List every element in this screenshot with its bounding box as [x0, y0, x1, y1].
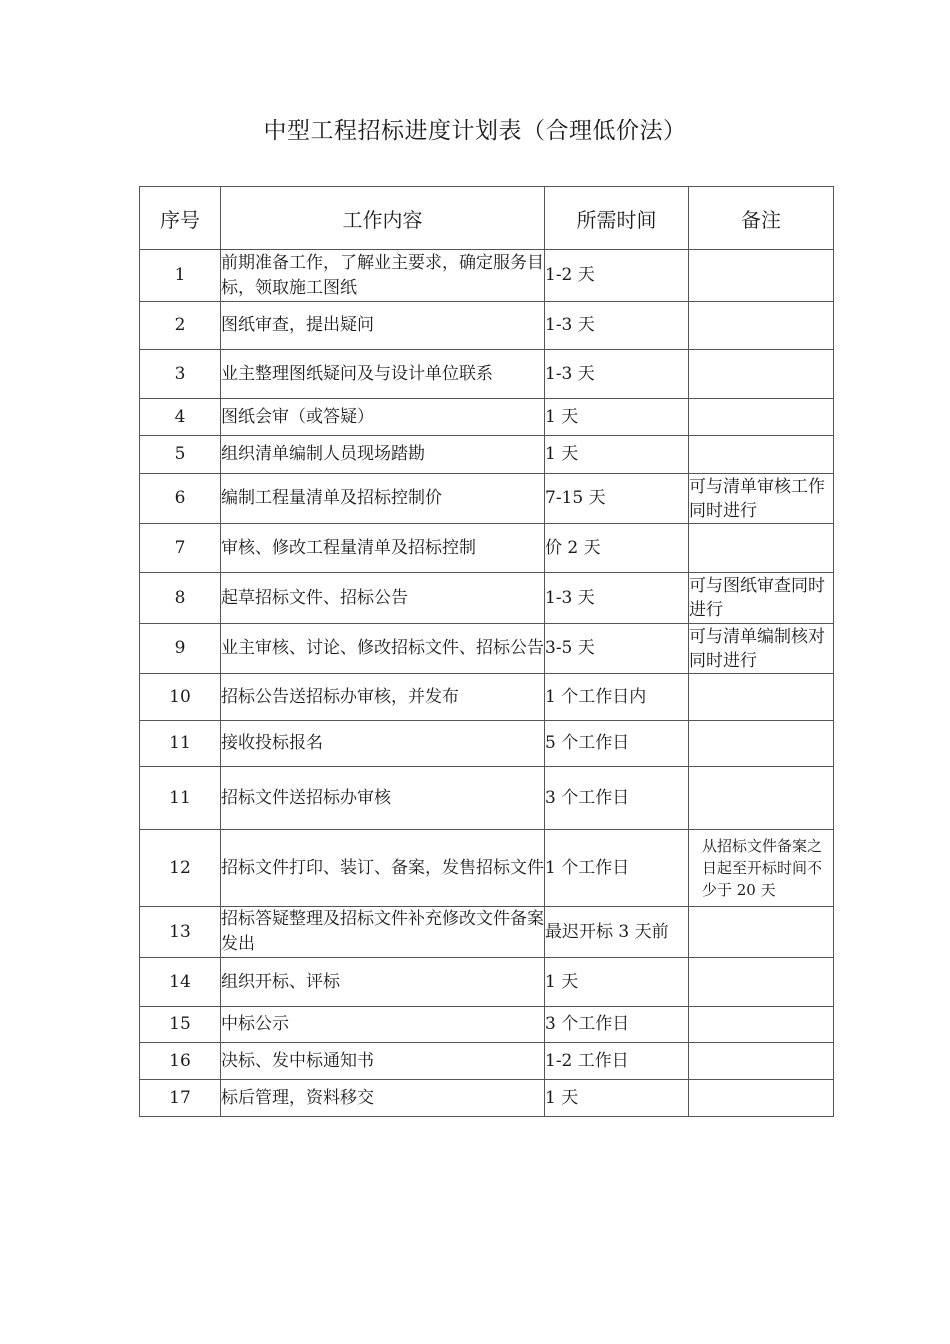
- row-number: 13: [140, 907, 221, 958]
- row-task: 决标、发中标通知书: [221, 1043, 545, 1080]
- row-note: [689, 302, 834, 350]
- row-number: 9: [140, 624, 221, 674]
- table-row: [140, 474, 834, 524]
- row-note: [689, 350, 834, 399]
- row-task: 审核、修改工程量清单及招标控制: [221, 524, 545, 573]
- table-row: [140, 350, 834, 399]
- row-note: [689, 767, 834, 830]
- table-row: [140, 250, 834, 302]
- table-row: [140, 302, 834, 350]
- row-task: 接收投标报名: [221, 721, 545, 767]
- row-note: 可与清单编制核对同时进行: [689, 624, 834, 674]
- row-note: [689, 721, 834, 767]
- table-row: [140, 721, 834, 767]
- row-task: 招标文件打印、装订、备案，发售招标文件: [221, 830, 545, 907]
- header-task: 工作内容: [221, 187, 545, 250]
- row-task: 业主整理图纸疑问及与设计单位联系: [221, 350, 545, 399]
- header-time: 所需时间: [545, 187, 689, 250]
- row-note: [689, 524, 834, 573]
- header-number: 序号: [140, 187, 221, 250]
- row-note: 从招标文件备案之日起至开标时间不少于 20 天: [689, 830, 834, 907]
- row-number: 16: [140, 1043, 221, 1080]
- table-row: [140, 624, 834, 674]
- row-time: 1 天: [545, 958, 689, 1007]
- row-task: 中标公示: [221, 1007, 545, 1043]
- row-number: 4: [140, 399, 221, 436]
- row-number: 14: [140, 958, 221, 1007]
- row-number: 3: [140, 350, 221, 399]
- row-note: [689, 1043, 834, 1080]
- row-note: [689, 1007, 834, 1043]
- row-task: 标后管理，资料移交: [221, 1080, 545, 1117]
- table-row: [140, 573, 834, 624]
- row-time: 3 个工作日: [545, 767, 689, 830]
- row-task: 招标答疑整理及招标文件补充修改文件备案发出: [221, 907, 545, 958]
- row-note: 可与清单审核工作同时进行: [689, 474, 834, 524]
- row-time: 1-3 天: [545, 573, 689, 624]
- row-time: 1-3 天: [545, 350, 689, 399]
- row-task: 前期准备工作，了解业主要求，确定服务目标，领取施工图纸: [221, 250, 545, 302]
- document-title: 中型工程招标进度计划表（合理低价法）: [263, 118, 687, 144]
- table-row: [140, 830, 834, 907]
- row-number: 12: [140, 830, 221, 907]
- row-number: 11: [140, 767, 221, 830]
- row-time: 1 天: [545, 399, 689, 436]
- row-number: 10: [140, 674, 221, 721]
- row-task: 编制工程量清单及招标控制价: [221, 474, 545, 524]
- row-time: 7-15 天: [545, 474, 689, 524]
- row-time: 5 个工作日: [545, 721, 689, 767]
- row-note: [689, 674, 834, 721]
- row-task: 组织清单编制人员现场踏勘: [221, 436, 545, 474]
- row-task: 招标文件送招标办审核: [221, 767, 545, 830]
- table-row: [140, 958, 834, 1007]
- row-note: [689, 907, 834, 958]
- row-number: 1: [140, 250, 221, 302]
- table-header-row: [140, 187, 834, 250]
- row-time: 1-3 天: [545, 302, 689, 350]
- row-number: 6: [140, 474, 221, 524]
- row-number: 11: [140, 721, 221, 767]
- row-note: [689, 1080, 834, 1117]
- row-time: 1 个工作日: [545, 830, 689, 907]
- row-time: 1 个工作日内: [545, 674, 689, 721]
- table-row: [140, 1043, 834, 1080]
- row-number: 8: [140, 573, 221, 624]
- row-time: 1-2 工作日: [545, 1043, 689, 1080]
- row-task: 起草招标文件、招标公告: [221, 573, 545, 624]
- row-time: 1-2 天: [545, 250, 689, 302]
- row-task: 招标公告送招标办审核，并发布: [221, 674, 545, 721]
- row-number: 15: [140, 1007, 221, 1043]
- row-number: 7: [140, 524, 221, 573]
- row-time: 价 2 天: [545, 524, 689, 573]
- row-time: 1 天: [545, 1080, 689, 1117]
- row-number: 2: [140, 302, 221, 350]
- row-note: [689, 958, 834, 1007]
- table-row: [140, 1007, 834, 1043]
- schedule-table: [139, 186, 834, 1117]
- row-number: 17: [140, 1080, 221, 1117]
- row-note: [689, 399, 834, 436]
- row-time: 3-5 天: [545, 624, 689, 674]
- row-time: 3 个工作日: [545, 1007, 689, 1043]
- row-time: 最迟开标 3 天前: [545, 907, 689, 958]
- table-row: [140, 907, 834, 958]
- row-note: 可与图纸审查同时进行: [689, 573, 834, 624]
- table-row: [140, 436, 834, 474]
- row-note: [689, 436, 834, 474]
- row-time: 1 天: [545, 436, 689, 474]
- header-note: 备注: [689, 187, 834, 250]
- row-task: 组织开标、评标: [221, 958, 545, 1007]
- table-row: [140, 399, 834, 436]
- table-row: [140, 674, 834, 721]
- table-row: [140, 1080, 834, 1117]
- row-task: 图纸会审（或答疑）: [221, 399, 545, 436]
- row-task: 业主审核、讨论、修改招标文件、招标公告: [221, 624, 545, 674]
- row-number: 5: [140, 436, 221, 474]
- row-note: [689, 250, 834, 302]
- table-row: [140, 524, 834, 573]
- row-task: 图纸审查，提出疑问: [221, 302, 545, 350]
- table-row: [140, 767, 834, 830]
